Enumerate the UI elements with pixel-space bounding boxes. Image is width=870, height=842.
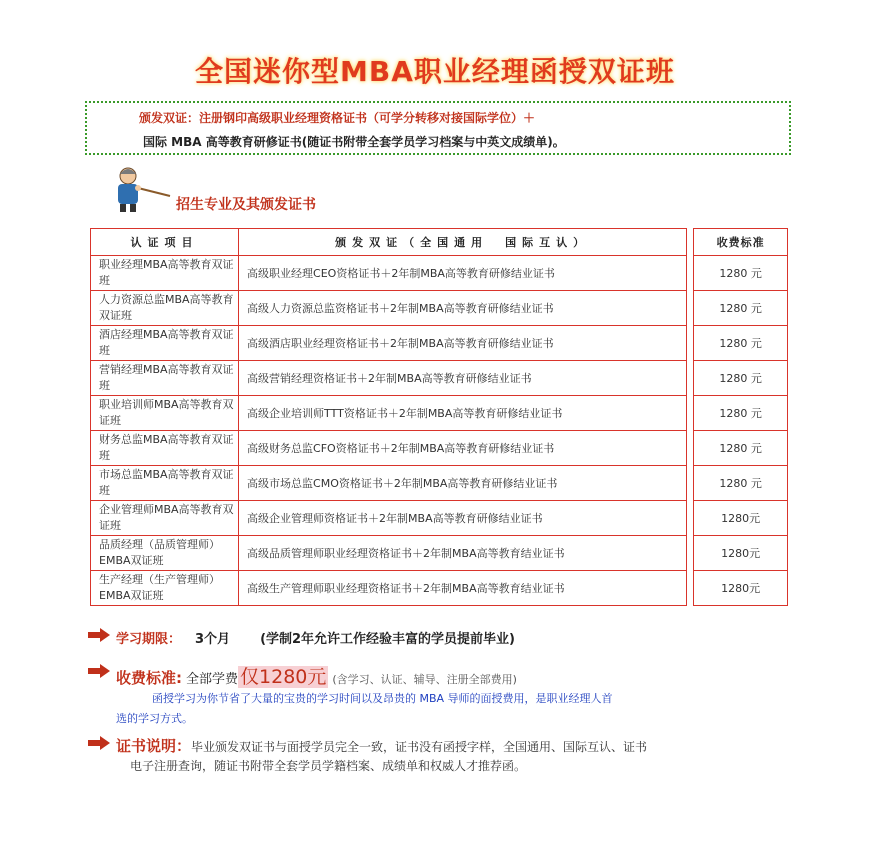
program-cert: 高级企业培训师TTT资格证书＋2年制MBA高等教育研修结业证书 — [239, 396, 687, 431]
cert-note-line-2: 电子注册查询，随证书附带全套学员学籍档案、成绩单和权威人才推荐函。 — [130, 759, 527, 773]
red-arrow-bullet-icon — [88, 628, 110, 642]
page-title: 全国迷你型MBA职业经理函授双证班 — [195, 55, 675, 88]
program-name: 酒店经理MBA高等教育双证班 — [91, 326, 239, 361]
program-fee: 1280 元 — [694, 326, 788, 361]
fee-highlight: 仅1280元 — [240, 666, 327, 688]
table-row — [91, 466, 788, 501]
table-row — [91, 501, 788, 536]
program-name: 职业培训师MBA高等教育双证班 — [91, 396, 239, 431]
study-period-note: (学制2年允许工作经验丰富的学员提前毕业) — [260, 632, 515, 647]
program-name: 市场总监MBA高等教育双证班 — [91, 466, 239, 501]
fee-prefix: 全部学费 — [186, 672, 239, 687]
program-name: 人力资源总监MBA高等教育双证班 — [91, 291, 239, 326]
program-fee: 1280元 — [694, 501, 788, 536]
cert-note — [116, 735, 647, 756]
program-fee: 1280 元 — [694, 291, 788, 326]
header-program: 认证项目 — [91, 229, 239, 256]
award-box — [85, 101, 791, 155]
header-fee: 收费标准 — [694, 229, 788, 256]
cert-note-line-1: 毕业颁发双证书与面授学员完全一致，证书没有函授字样，全国通用、国际互认、证书 — [191, 740, 648, 754]
program-name: 财务总监MBA高等教育双证班 — [91, 431, 239, 466]
table-row — [91, 571, 788, 606]
table-row — [91, 536, 788, 571]
fee-note: (含学习、认证、辅导、注册全部费用) — [332, 673, 517, 686]
program-cert: 高级酒店职业经理资格证书＋2年制MBA高等教育研修结业证书 — [239, 326, 687, 361]
program-fee: 1280 元 — [694, 256, 788, 291]
study-period — [116, 628, 515, 647]
program-fee: 1280元 — [694, 571, 788, 606]
red-arrow-bullet-icon — [88, 664, 110, 678]
study-period-label: 学习期限： — [116, 632, 182, 647]
program-cert: 高级职业经理CEO资格证书＋2年制MBA高等教育研修结业证书 — [239, 256, 687, 291]
program-fee: 1280 元 — [694, 431, 788, 466]
program-name: 企业管理师MBA高等教育双证班 — [91, 501, 239, 536]
red-arrow-bullet-icon — [88, 736, 110, 750]
table-row — [91, 256, 788, 291]
program-fee: 1280 元 — [694, 396, 788, 431]
fee-description-line-1: 函授学习为你节省了大量的宝贵的学习时间以及昂贵的 MBA 导师的面授费用，是职业经理人首 — [152, 692, 613, 705]
table-header-row — [91, 229, 788, 256]
section-heading: 招生专业及其颁发证书 — [176, 197, 316, 213]
program-cert: 高级市场总监CMO资格证书＋2年制MBA高等教育研修结业证书 — [239, 466, 687, 501]
cert-note-label: 证书说明： — [116, 737, 192, 755]
program-cert: 高级企业管理师资格证书＋2年制MBA高等教育研修结业证书 — [239, 501, 687, 536]
table-row — [91, 431, 788, 466]
fee-description-line-2: 选的学习方式。 — [116, 712, 193, 725]
table-row — [91, 291, 788, 326]
fee-standard-label: 收费标准: — [116, 669, 182, 687]
program-name: 职业经理MBA高等教育双证班 — [91, 256, 239, 291]
table-row — [91, 396, 788, 431]
header-certificates: 颁发双证（全国通用 国际互认） — [239, 229, 687, 256]
program-fee: 1280 元 — [694, 361, 788, 396]
study-period-value: 3个月 — [195, 632, 231, 647]
program-cert: 高级财务总监CFO资格证书＋2年制MBA高等教育研修结业证书 — [239, 431, 687, 466]
column-gap — [687, 229, 694, 256]
program-cert: 高级营销经理资格证书＋2年制MBA高等教育研修结业证书 — [239, 361, 687, 396]
program-cert: 高级人力资源总监资格证书＋2年制MBA高等教育研修结业证书 — [239, 291, 687, 326]
program-name: 品质经理（品质管理师）EMBA双证班 — [91, 536, 239, 571]
program-fee: 1280元 — [694, 536, 788, 571]
program-name: 营销经理MBA高等教育双证班 — [91, 361, 239, 396]
program-table — [90, 228, 788, 606]
table-row — [91, 361, 788, 396]
program-fee: 1280 元 — [694, 466, 788, 501]
award-line-2: 国际 MBA 高等教育研修证书(随证书附带全套学员学习档案与中英文成绩单)。 — [143, 135, 565, 149]
teacher-pointing-icon — [112, 166, 172, 212]
program-name: 生产经理（生产管理师）EMBA双证班 — [91, 571, 239, 606]
program-cert: 高级品质管理师职业经理资格证书＋2年制MBA高等教育结业证书 — [239, 536, 687, 571]
award-line-1: 颁发双证：注册钢印高级职业经理资格证书（可学分转移对接国际学位）＋ — [139, 111, 536, 125]
table-row — [91, 326, 788, 361]
program-cert: 高级生产管理师职业经理资格证书＋2年制MBA高等教育结业证书 — [239, 571, 687, 606]
fee-standard — [116, 662, 517, 689]
